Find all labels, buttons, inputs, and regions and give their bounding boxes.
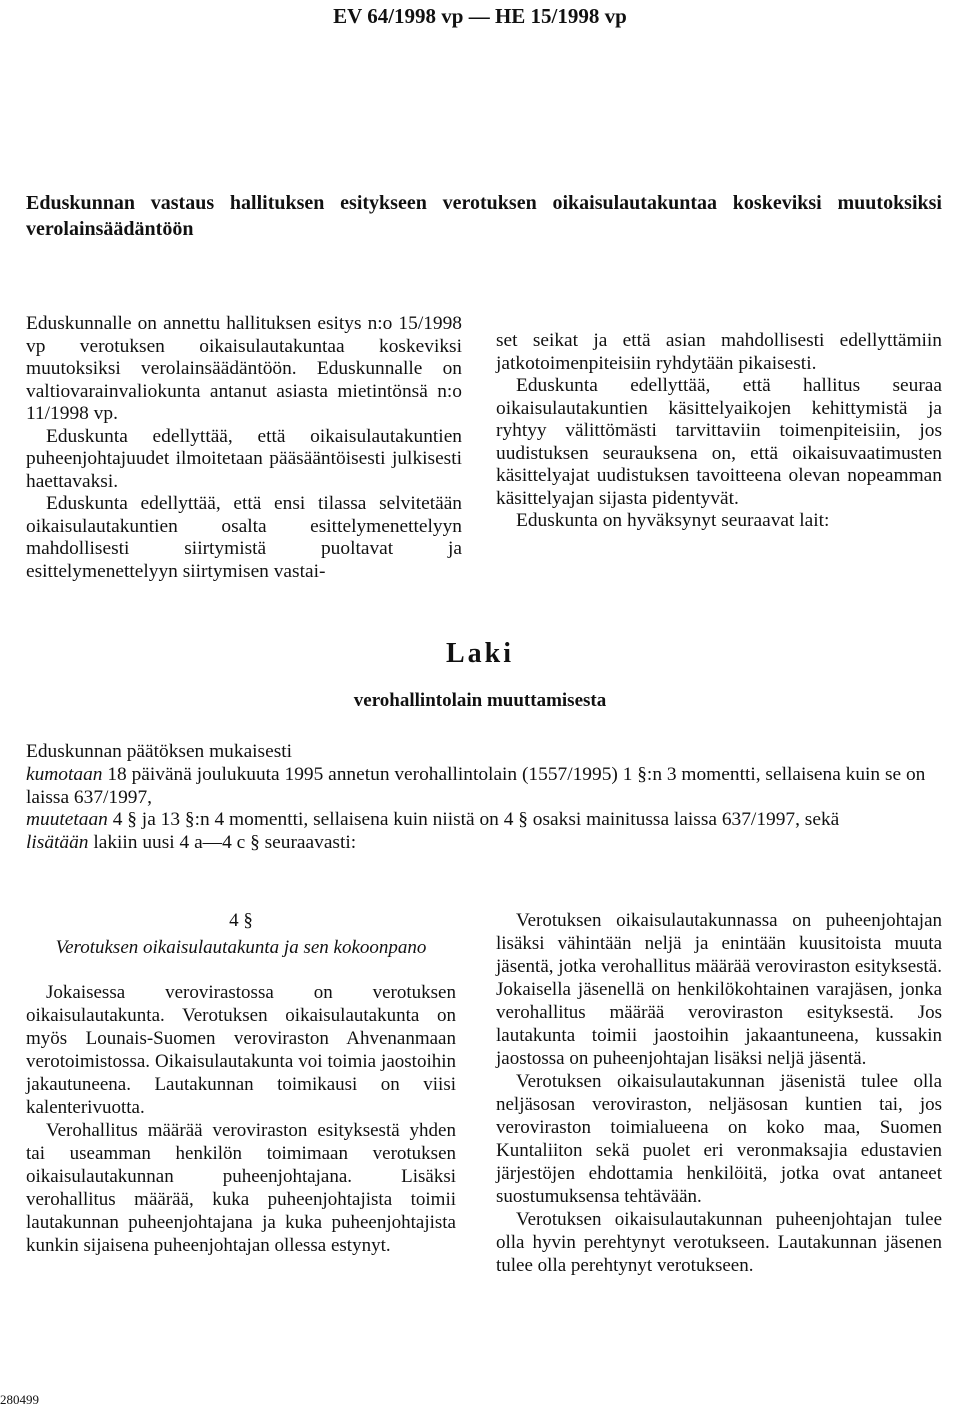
intro-right-column [496,330,942,533]
law-subtitle: verohallintolain muuttamisesta [353,690,607,711]
muutetaan-text: 4 § ja 13 §:n 4 momentti, sellaisena kuin niistä on 4 § osaksi mainitussa laissa 637/1997, sekä [107,809,840,831]
keyword-muutetaan: muutetaan [26,809,108,831]
section-paragraph: Verotuksen oikaisulautakunnan puheenjohtajan tulee olla hyvin perehtynyt verotukseen. Lautakunnan jäsenen tulee olla perehtynyt verotukseen. [496,1209,942,1276]
intro-paragraph: set seikat ja että asian mahdollisesti edellyttämiin jatkotoimenpiteisiin ryhdytään pikaisesti. [496,330,942,374]
intro-paragraph: Eduskunnalle on annettu hallituksen esitys n:o 15/1998 vp verotuksen oikaisulautakuntaa koskeviksi muutoksiksi verolainsäädäntöön. Eduskunnalle on valtiovarainvaliokunta antanut asiasta mietintönsä n:o 11/1998 vp. [26,313,462,424]
section-title: Verotuksen oikaisulautakunta ja sen kokoonpano [55,937,427,958]
intro-paragraph: Eduskunta edellyttää, että ensi tilassa selvitetään oikaisulautakuntien osalta esittelymenettelyyn mahdollisesti siirtymistä puoltavat ja esittelymenettelyyn siirtymisen vastai- [26,493,462,582]
kumotaan-text: 18 päivänä joulukuuta 1995 annetun verohallintolain (1557/1995) 1 §:n 3 momentti, sellaisena kuin se on laissa 637/1997, [26,763,926,808]
intro-paragraph: Eduskunta edellyttää, että oikaisulautakuntien puheenjohtajuudet ilmoitetaan pääsääntöisesti julkisesti haettavaksi. [26,425,462,492]
law-title: Laki [445,638,515,669]
keyword-kumotaan: kumotaan [26,763,103,785]
section-number: 4 § [229,910,253,931]
law-preamble [26,741,942,855]
preamble-lisataan [26,832,942,855]
intro-paragraph: Eduskunta edellyttää, että hallitus seuraa oikaisulautakuntien käsittelyaikojen kehittymistä ja ryhtyy välittömästi tarvittaviin toimenpiteisiin, jos uudistuksen seurauksena on, että oikaisuvaatimusten käsittelyajat uudistuksen tavoitteena olevan nopeamman käsittelyajan sijasta pidentyvät. [496,375,942,509]
preamble-kumotaan [26,764,942,810]
intro-left-column [26,313,462,583]
lisataan-text: lakiin uusi 4 a—4 c § seuraavasti: [88,832,357,854]
intro-paragraph: Eduskunta on hyväksynyt seuraavat lait: [516,510,830,531]
section-paragraph: Verohallitus määrää veroviraston esityksestä yhden tai useamman henkilön toimimaan verotuksen oikaisulautakunnan puheenjohtajana. Lisäksi verohallitus määrää, kuka puheenjohtajista toimii lautakunnan puheenjohtajana ja kuka puheenjohtajista kunkin sijaisena puheenjohtajan ollessa estynyt. [26,1120,456,1256]
document-title: Eduskunnan vastaus hallituksen esitykseen verotuksen oikaisulautakuntaa koskeviksi muutoksiksi verolainsäädäntöön [26,192,942,240]
preamble-intro: Eduskunnan päätöksen mukaisesti [26,741,293,762]
section-paragraph: Verotuksen oikaisulautakunnan jäsenistä tulee olla neljäsosan veroviraston, neljäsosan kuntien tai, jos veroviraston toimialueena on koko maa, Suomen Kuntaliiton sekä puolet eri veronmaksajia edustavien järjestöjen ehdottamia henkilöitä, jotka ovat antaneet suostumuksensa tehtävään. [496,1071,942,1207]
footer-code: 280499 [0,1392,39,1407]
section-paragraph: Verotuksen oikaisulautakunnassa on puheenjohtajan lisäksi vähintään neljä ja enintään kuusitoista muuta jäsentä, jotka verohallitus määrää veroviraston esityksestä. Jokaisella jäsenellä on henkilökohtainen varajäsen, jonka verohallitus määrää veroviraston esityksestä. Jos lautakunta toimii jaostoihin jakaantuneena, kussakin jaostossa on puheenjohtajan lisäksi neljä jäsentä. [496,910,942,1069]
section-right-column [496,909,942,1277]
document-header: EV 64/1998 vp — HE 15/1998 vp [333,4,627,28]
preamble-muutetaan [26,809,942,832]
section-paragraph: Jokaisessa verovirastossa on verotuksen oikaisulautakunta. Verotuksen oikaisulautakunta on myös Lounais-Suomen veroviraston Ahvenanmaan verotoimistossa. Oikaisulautakunta voi toimia jaostoihin jakautuneena. Lautakunnan toimikausi on viisi kalenterivuotta. [26,982,456,1118]
keyword-lisataan: lisätään [26,832,89,854]
section-left-column [26,909,456,1257]
